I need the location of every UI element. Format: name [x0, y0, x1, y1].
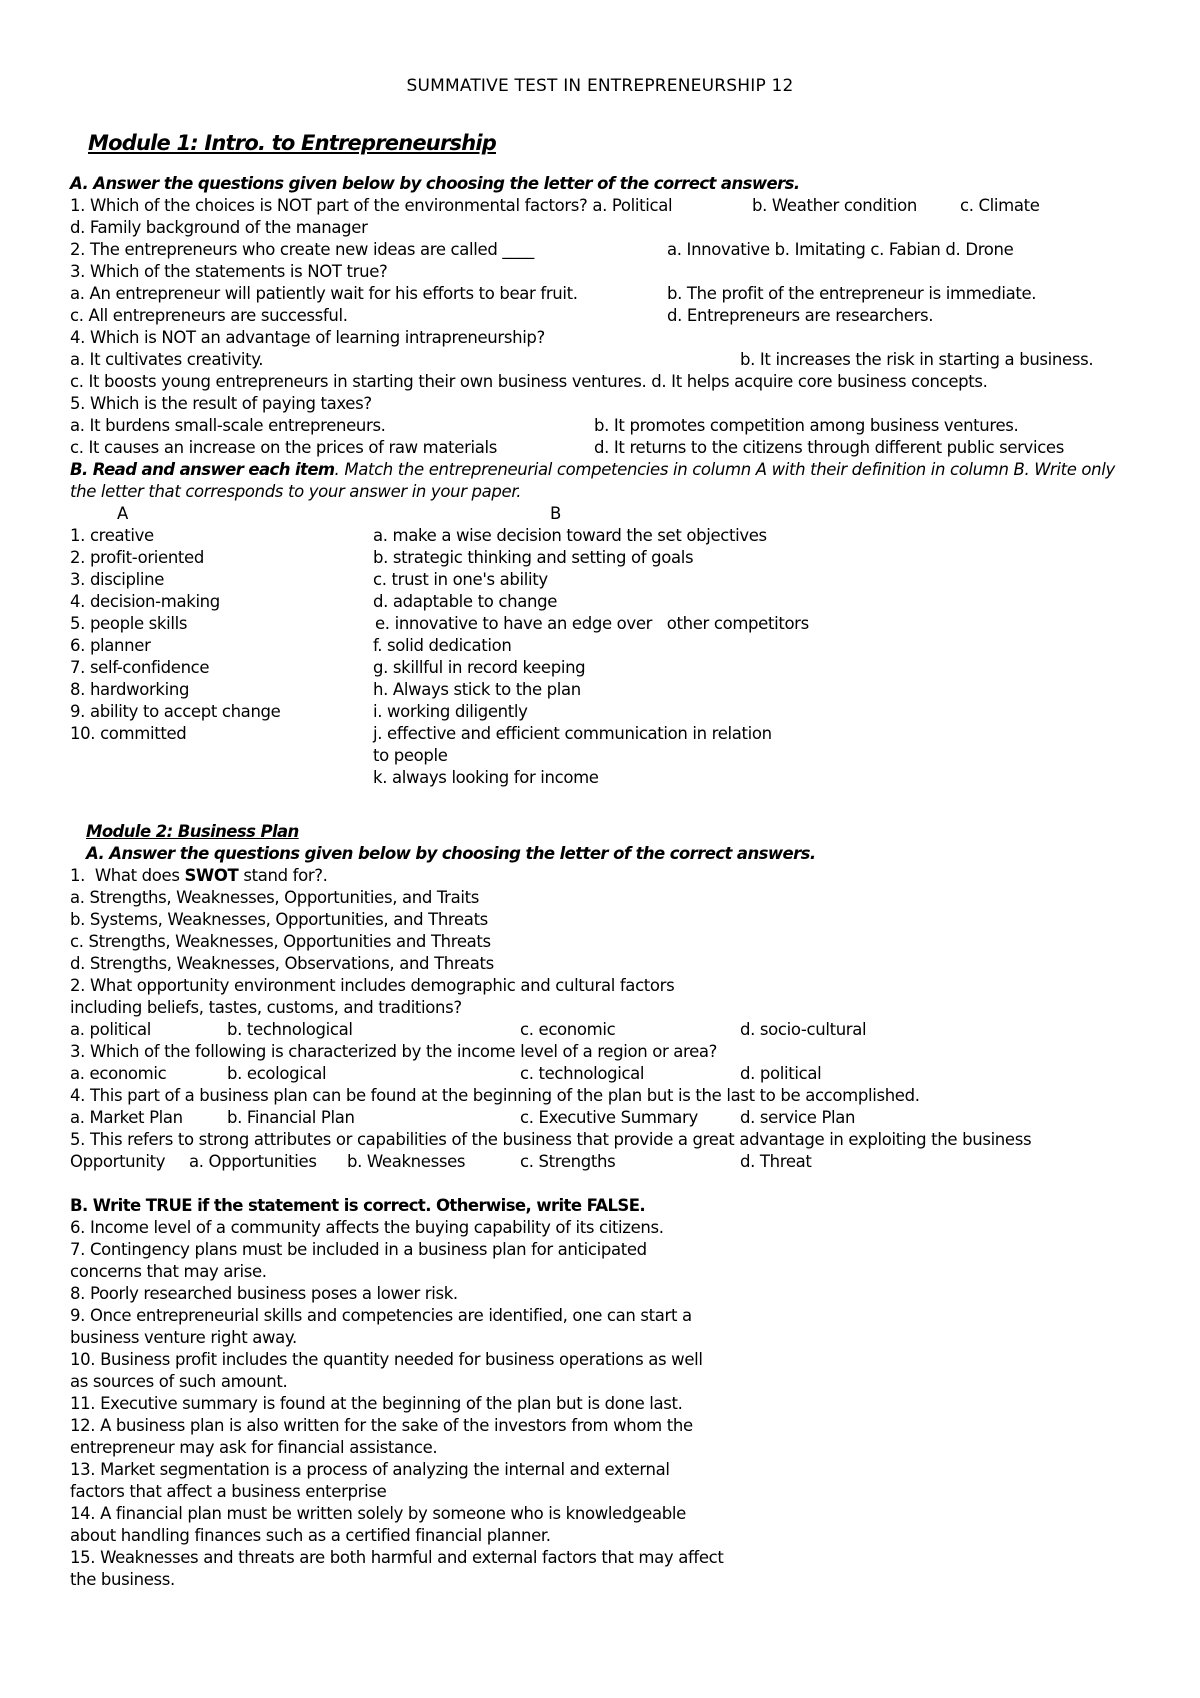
m2-q2-choice-b: b. technological — [227, 1020, 353, 1039]
m1-q1-choice-b: b. Weather condition — [752, 196, 917, 215]
m2-q1-option: d. Strengths, Weaknesses, Observations, and Threats — [70, 954, 494, 973]
m2-q2-line1: 2. What opportunity environment includes demographic and cultural factors — [70, 976, 675, 995]
true-false-line: 15. Weaknesses and threats are both harmful and external factors that may affect — [70, 1548, 724, 1567]
page-title: SUMMATIVE TEST IN ENTREPRENEURSHIP 12 — [406, 76, 794, 96]
true-false-line: 10. Business profit includes the quantity needed for business operations as well — [70, 1350, 703, 1369]
m2-q3-choice-c: c. technological — [520, 1064, 645, 1083]
m2-q3-stem: 3. Which of the following is characterized by the income level of a region or area? — [70, 1042, 718, 1061]
m2-q4-choice-a: a. Market Plan — [70, 1108, 183, 1127]
true-false-line: about handling finances such as a certified financial planner. — [70, 1526, 551, 1545]
competency-item: 2. profit-oriented — [70, 548, 204, 567]
m2-q1-post: stand for?. — [238, 866, 328, 885]
definition-item: e. innovative to have an edge over other competitors — [375, 614, 809, 633]
competency-item: 5. people skills — [70, 614, 188, 633]
m1-q3-stem: 3. Which of the statements is NOT true? — [70, 262, 388, 281]
m1-q1-choice-c: c. Climate — [960, 196, 1040, 215]
definition-item: g. skillful in record keeping — [373, 658, 586, 677]
m2-q4-choice-d: d. service Plan — [740, 1108, 856, 1127]
definition-item: k. always looking for income — [373, 768, 599, 787]
true-false-line: 13. Market segmentation is a process of analyzing the internal and external — [70, 1460, 670, 1479]
definition-item: j. effective and efficient communication in relation — [373, 724, 772, 743]
column-a-header: A — [117, 504, 128, 523]
m1-q5-choice-d: d. It returns to the citizens through different public services — [594, 438, 1064, 457]
true-false-line: entrepreneur may ask for financial assistance. — [70, 1438, 438, 1457]
m1-part-b-instruction-line1: . Match the entrepreneurial competencies in column A with their definition in column B. Write only — [334, 460, 1115, 479]
competency-item: 8. hardworking — [70, 680, 190, 699]
m2-q4-stem: 4. This part of a business plan can be found at the beginning of the plan but is the last to be accomplished. — [70, 1086, 920, 1105]
competency-item: 1. creative — [70, 526, 154, 545]
m2-q5-choice-d: d. Threat — [740, 1152, 812, 1171]
m2-q1-stem — [70, 865, 328, 887]
m1-part-b-label: B. Read and answer each item — [70, 460, 335, 479]
m2-q5-stem: 5. This refers to strong attributes or capabilities of the business that provide a great advantage in exploiting the business — [70, 1130, 1032, 1149]
m2-q3-choice-a: a. economic — [70, 1064, 167, 1083]
m1-q5-stem: 5. Which is the result of paying taxes? — [70, 394, 372, 413]
m1-q3-choice-a: a. An entrepreneur will patiently wait for his efforts to bear fruit. — [70, 284, 578, 303]
m1-q3-choice-b: b. The profit of the entrepreneur is immediate. — [667, 284, 1037, 303]
m1-q4-choice-b: b. It increases the risk in starting a business. — [740, 350, 1094, 369]
true-false-line: 14. A financial plan must be written solely by someone who is knowledgeable — [70, 1504, 686, 1523]
m1-part-b-instruction-line2: the letter that corresponds to your answer in your paper. — [70, 482, 522, 501]
m1-q2-stem: 2. The entrepreneurs who create new ideas are called ____ — [70, 240, 534, 259]
competency-item: 3. discipline — [70, 570, 164, 589]
definition-item: h. Always stick to the plan — [373, 680, 581, 699]
true-false-line: 11. Executive summary is found at the beginning of the plan but is done last. — [70, 1394, 683, 1413]
module-2-heading: Module 2: Business Plan — [86, 822, 299, 841]
m2-q1-option: a. Strengths, Weaknesses, Opportunities, and Traits — [70, 888, 479, 907]
m2-q5-choice-b: b. Weaknesses — [347, 1152, 466, 1171]
m1-q3-choice-d: d. Entrepreneurs are researchers. — [667, 306, 934, 325]
m2-q1-pre: 1. What does — [70, 866, 185, 885]
true-false-line: the business. — [70, 1570, 175, 1589]
m2-q5-lead: Opportunity — [70, 1152, 166, 1171]
m1-q4-choice-a: a. It cultivates creativity. — [70, 350, 264, 369]
m2-part-b-instruction: B. Write TRUE if the statement is correct. Otherwise, write FALSE. — [70, 1196, 646, 1215]
m1-q1-choice-d: d. Family background of the manager — [70, 218, 368, 237]
m2-q1-option: c. Strengths, Weaknesses, Opportunities and Threats — [70, 932, 491, 951]
true-false-line: 7. Contingency plans must be included in a business plan for anticipated — [70, 1240, 647, 1259]
m2-q2-choice-c: c. economic — [520, 1020, 616, 1039]
m2-q3-choice-d: d. political — [740, 1064, 822, 1083]
true-false-line: as sources of such amount. — [70, 1372, 288, 1391]
m2-q2-choice-a: a. political — [70, 1020, 151, 1039]
definition-item: b. strategic thinking and setting of goals — [373, 548, 694, 567]
m2-q2-choice-d: d. socio-cultural — [740, 1020, 867, 1039]
module-1-part-a-instruction: A. Answer the questions given below by choosing the letter of the correct answers. — [70, 174, 800, 193]
m1-q4-choice-cd: c. It boosts young entrepreneurs in starting their own business ventures. d. It helps acquire core business concepts. — [70, 372, 988, 391]
true-false-line: 6. Income level of a community affects the buying capability of its citizens. — [70, 1218, 664, 1237]
m1-q2-choices: a. Innovative b. Imitating c. Fabian d. Drone — [667, 240, 1014, 259]
m2-q4-choice-b: b. Financial Plan — [227, 1108, 355, 1127]
competency-item: 6. planner — [70, 636, 151, 655]
true-false-line: 9. Once entrepreneurial skills and competencies are identified, one can start a — [70, 1306, 692, 1325]
competency-item: 4. decision-making — [70, 592, 220, 611]
definition-item: i. working diligently — [373, 702, 528, 721]
column-b-header: B — [550, 504, 561, 523]
true-false-line: 8. Poorly researched business poses a lower risk. — [70, 1284, 458, 1303]
m1-q5-choice-b: b. It promotes competition among business ventures. — [594, 416, 1019, 435]
competency-item: 7. self-confidence — [70, 658, 210, 677]
true-false-line: factors that affect a business enterprise — [70, 1482, 387, 1501]
m2-q3-choice-b: b. ecological — [227, 1064, 327, 1083]
m1-q5-choice-a: a. It burdens small-scale entrepreneurs. — [70, 416, 386, 435]
m1-part-b-instruction — [70, 459, 1115, 481]
m1-q5-choice-c: c. It causes an increase on the prices of raw materials — [70, 438, 497, 457]
m2-q1-option: b. Systems, Weaknesses, Opportunities, and Threats — [70, 910, 488, 929]
true-false-line: concerns that may arise. — [70, 1262, 267, 1281]
definition-item: to people — [373, 746, 448, 765]
m1-q4-stem: 4. Which is NOT an advantage of learning intrapreneurship? — [70, 328, 545, 347]
definition-item: c. trust in one's ability — [373, 570, 548, 589]
definition-item: d. adaptable to change — [373, 592, 557, 611]
m2-q5-choice-c: c. Strengths — [520, 1152, 616, 1171]
true-false-line: business venture right away. — [70, 1328, 297, 1347]
module-1-heading: Module 1: Intro. to Entrepreneurship — [88, 131, 496, 155]
m1-q3-choice-c: c. All entrepreneurs are successful. — [70, 306, 348, 325]
m1-q1-stem: 1. Which of the choices is NOT part of the environmental factors? a. Political — [70, 196, 673, 215]
m2-q4-choice-c: c. Executive Summary — [520, 1108, 698, 1127]
competency-item: 10. committed — [70, 724, 187, 743]
definition-item: f. solid dedication — [373, 636, 512, 655]
definition-item: a. make a wise decision toward the set objectives — [373, 526, 767, 545]
m2-q5-choice-a: a. Opportunities — [189, 1152, 317, 1171]
module-2-part-a-instruction: A. Answer the questions given below by choosing the letter of the correct answers. — [86, 844, 816, 863]
competency-item: 9. ability to accept change — [70, 702, 281, 721]
m2-q2-line2: including beliefs, tastes, customs, and traditions? — [70, 998, 462, 1017]
m2-q1-swot: SWOT — [184, 866, 239, 885]
true-false-line: 12. A business plan is also written for the sake of the investors from whom the — [70, 1416, 693, 1435]
